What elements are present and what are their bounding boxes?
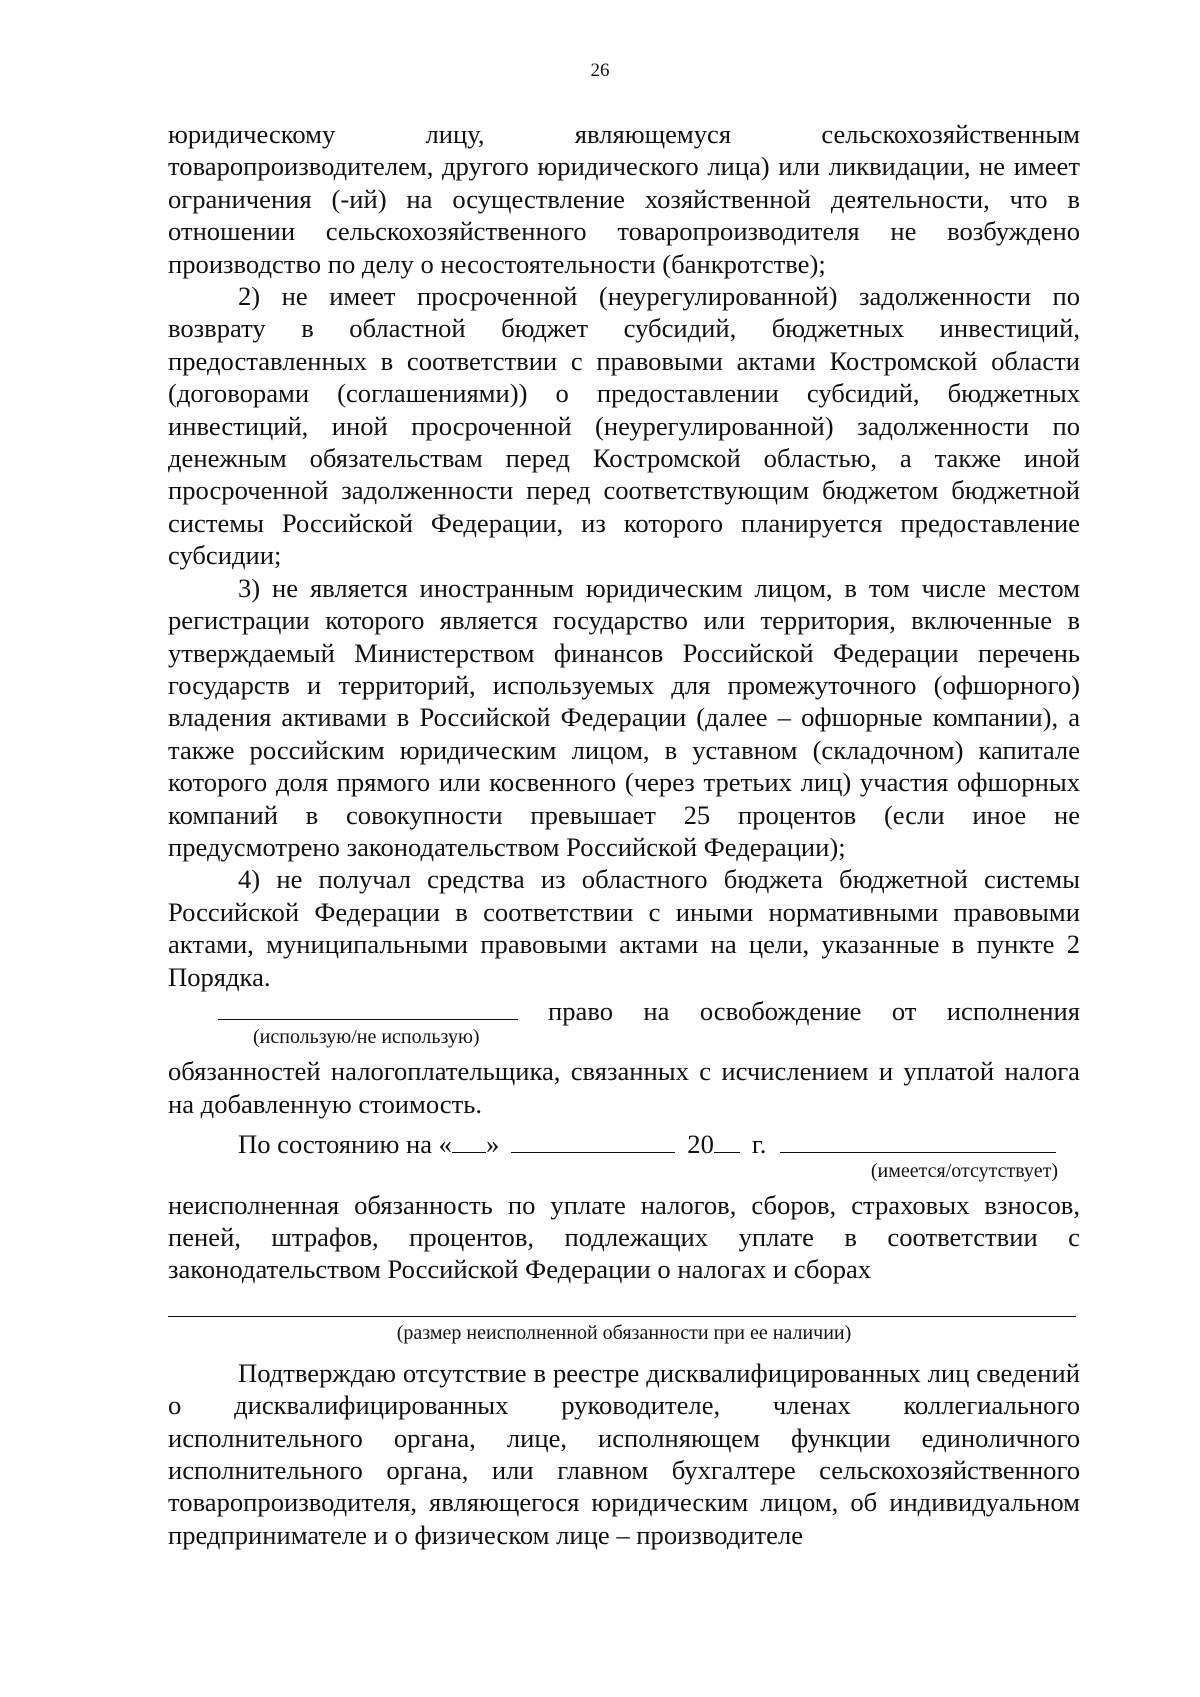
vat-usage-hint: (использую/не использую) [253,1026,480,1049]
status-date-row: По состоянию на « » 20 г. [168,1128,1080,1160]
amount-hint: (размер неисполненной обязанности при ее наличии) [396,1321,852,1344]
vat-exemption-words: право на освобождение от исполнения [548,995,1080,1026]
status-hint: (имеется/отсутствует) [870,1159,1058,1182]
status-blank[interactable] [780,1128,1056,1153]
vat-exemption-row [168,995,1080,1027]
amount-blank[interactable] [168,1290,1076,1317]
paragraph-item-3: 3) не является иностранным юридическим лицом, в том числе местом регистрации которого является государство или территория, включенные в утверждаемый Министерством финансов Российской Федерации перечень государств и территорий, используемых для промежуточного (офшорного) владения активами в Российской Федерации (далее – офшорные компании), а также российским юридическим лицом, в уставном (складочном) капитале которого доля прямого или косвенного (через третьих лиц) участия офшорных компаний в совокупности превышает 25 процентов (если иное не предусмотрено законодательством Российской Федерации); [168,572,1080,862]
document-body [168,118,1080,1551]
year-blank[interactable] [714,1128,740,1153]
month-blank[interactable] [511,1128,675,1153]
page-number: 26 [590,60,610,81]
final-paragraph: Подтверждаю отсутствие в реестре дисквалифицированных лиц сведений о дисквалифицированных руководителе, членах коллегиального исполнительного органа, лице, исполняющем функции единоличного исполнительного органа, или главном бухгалтере сельскохозяйственного товаропроизводителя, являющегося юридическим лицом, об индивидуальном предпринимателе и о физическом лице – производителе [168,1357,1080,1550]
vat-usage-blank[interactable] [218,995,518,1020]
vat-continuation: обязанностей налогоплательщика, связанных с исчислением и уплатой налога на добавленную стоимость. [168,1056,1080,1119]
status-text: неисполненная обязанность по уплате налогов, сборов, страховых взносов, пеней, штрафов, процентов, подлежащих уплате в соответствии с законодательством Российской Федерации о налогах и сборах [168,1189,1080,1285]
day-blank[interactable] [452,1128,486,1153]
paragraph-item-4: 4) не получал средства из областного бюджета бюджетной системы Российской Федерации в соответствии с иными нормативными правовыми актами, муниципальными правовыми актами на цели, указанные в пункте 2 Порядка. [168,864,1080,992]
paragraph-item-2: 2) не имеет просроченной (неурегулированной) задолженности по возврату в областной бюджет субсидий, бюджетных инвестиций, предоставленных в соответствии с правовыми актами Костромской области (договорами (соглашениями)) о предоставлении субсидий, бюджетных инвестиций, иной просроченной (неурегулированной) задолженности по денежным обязательствам перед Костромской областью, а также иной просроченной задолженности перед соответствующим бюджетом бюджетной системы Российской Федерации, из которого планируется предоставление субсидии; [168,281,1080,571]
paragraph-continuation: юридическому лицу, являющемуся сельскохозяйственным товаропроизводителем, другого юридического лица) или ликвидации, не имеет ограничения (-ий) на осуществление хозяйственной деятельности, что в отношении сельскохозяйственного товаропроизводителя не возбуждено производство по делу о несостоятельности (банкротстве); [168,119,1080,279]
